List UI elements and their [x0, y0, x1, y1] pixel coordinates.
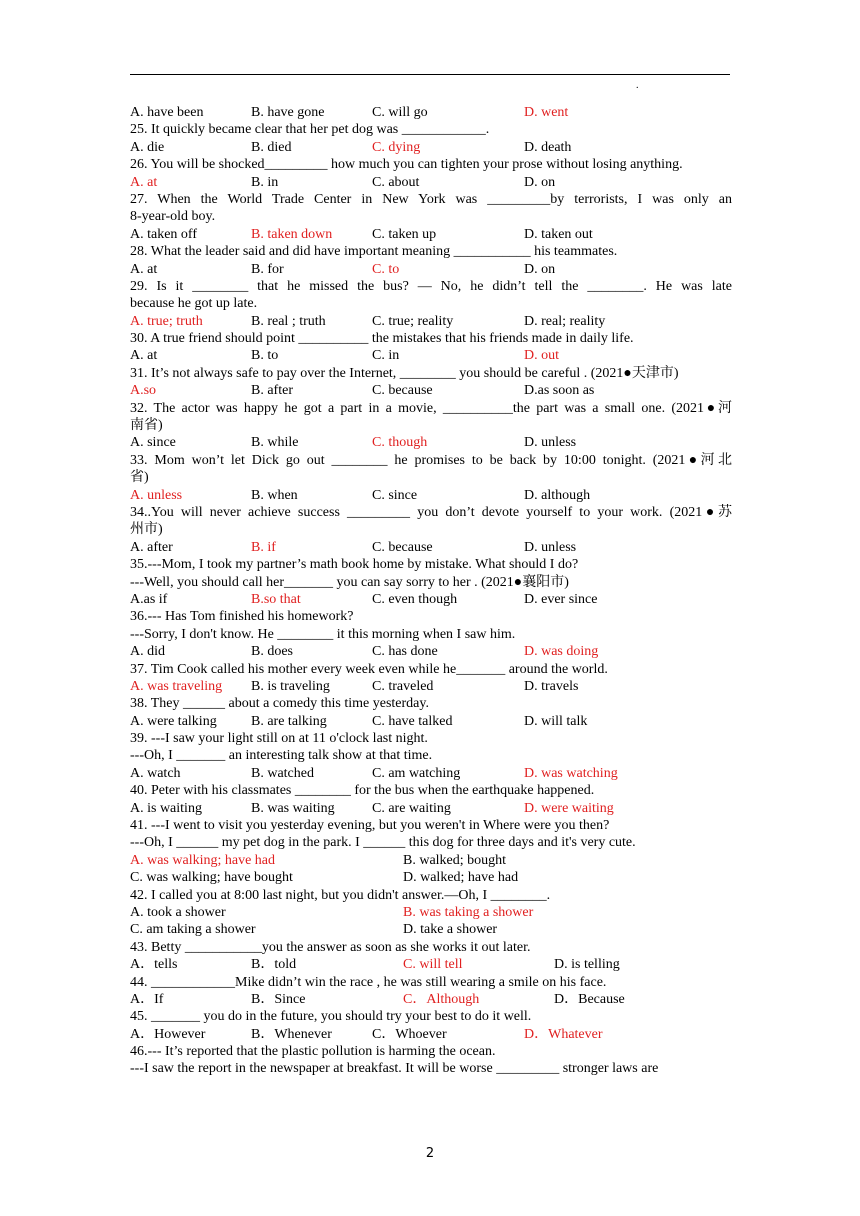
question-text: ---Oh, I _______ an interesting talk show at that time.	[130, 748, 433, 764]
question-text: ---Sorry, I don't know. He ________ it this morning when I saw him.	[130, 626, 516, 642]
question-item	[130, 782, 732, 817]
answer-option: A. die	[130, 139, 165, 155]
question-text: 29. Is it ________ that he missed the bus? — No, he didn’t tell the ________. He was late	[130, 278, 732, 294]
question-text: 30. A true friend should point __________ the mistakes that his friends made in daily life.	[130, 331, 634, 347]
answer-option: D. real; reality	[524, 313, 606, 329]
header-rule	[130, 74, 730, 75]
answer-option: D.as soon as	[524, 383, 595, 399]
question-list	[130, 104, 732, 1078]
answer-option: C. in	[372, 348, 400, 364]
options-row	[130, 487, 732, 504]
question-text: ---Oh, I ______ my pet dog in the park. I ______ this dog for three days and it's very cute.	[130, 835, 636, 851]
question-item	[130, 191, 732, 243]
answer-option-correct: D. went	[524, 105, 569, 120]
question-item	[130, 887, 732, 939]
answer-option: B. to	[251, 348, 279, 364]
question-text: 8-year-old boy.	[130, 209, 216, 225]
answer-option-correct: D．Whatever	[524, 1026, 603, 1042]
answer-option-correct: B.so that	[251, 591, 301, 607]
answer-option: B. are talking	[251, 713, 327, 729]
answer-option: B. in	[251, 174, 279, 190]
answer-option: B．Whenever	[251, 1026, 332, 1042]
page-number: 2	[425, 1146, 435, 1161]
answer-option: D. unless	[524, 539, 577, 555]
question-text: 37. Tim Cook called his mother every week even while he_______ around the world.	[130, 661, 608, 677]
question-item	[130, 695, 732, 730]
answer-option: C. am taking a shower	[130, 922, 256, 938]
options-row	[130, 869, 732, 886]
answer-option: C. because	[372, 539, 433, 555]
question-text: 43. Betty ___________you the answer as soon as she works it out later.	[130, 939, 531, 955]
answer-option: D. although	[524, 487, 591, 503]
question-text: 省)	[130, 470, 149, 486]
answer-option-correct: A. was traveling	[130, 678, 223, 694]
question-item	[130, 817, 732, 887]
answer-option: B．told	[251, 957, 297, 973]
options-row	[130, 174, 732, 191]
answer-option-correct: B. if	[251, 539, 276, 555]
answer-option: D. is telling	[554, 957, 620, 973]
options-row	[130, 921, 732, 938]
answer-option: B. is traveling	[251, 678, 330, 694]
question-text: 34..You will never achieve success _________ you don’t devote yourself to your work. (2021●苏	[130, 504, 732, 520]
question-text: 27. When the World Trade Center in New York was _________by terrorists, I was only an	[130, 191, 732, 207]
options-row	[130, 104, 732, 121]
question-text: 46.--- It’s reported that the plastic pollution is harming the ocean.	[130, 1044, 496, 1060]
question-item	[130, 939, 732, 974]
question-text: 42. I called you at 8:00 last night, but you didn't answer.—Oh, I ________.	[130, 887, 551, 903]
answer-option: B. does	[251, 644, 293, 660]
question-item	[130, 121, 732, 156]
answer-option: A．If	[130, 991, 164, 1007]
question-text: 39. ---I saw your light still on at 11 o'clock last night.	[130, 731, 428, 747]
answer-option: A.as if	[130, 591, 168, 607]
answer-option: A. after	[130, 539, 173, 555]
answer-option: C. am watching	[372, 765, 461, 781]
question-text: 38. They ______ about a comedy this time yesterday.	[130, 696, 429, 712]
answer-option-correct: B. taken down	[251, 226, 333, 242]
answer-option: B. have gone	[251, 105, 325, 120]
options-row	[130, 1026, 732, 1043]
answer-option: D．Because	[554, 991, 625, 1007]
answer-option: D. will talk	[524, 713, 588, 729]
answer-option: B. when	[251, 487, 298, 503]
answer-option: B. while	[251, 435, 299, 451]
question-item	[130, 504, 732, 556]
question-item	[130, 608, 732, 660]
answer-option: A. is waiting	[130, 800, 202, 816]
question-item	[130, 661, 732, 696]
answer-option: D. taken out	[524, 226, 593, 242]
options-row	[130, 261, 732, 278]
options-row	[130, 765, 732, 782]
answer-option: D. death	[524, 139, 572, 155]
answer-option: A. were talking	[130, 713, 217, 729]
answer-option: B. died	[251, 139, 292, 155]
answer-option: D. take a shower	[403, 922, 498, 938]
question-item	[130, 278, 732, 330]
question-text: 45. _______ you do in the future, you should try your best to do it well.	[130, 1009, 532, 1025]
answer-option: D. ever since	[524, 591, 598, 607]
question-text: 南省)	[130, 418, 163, 434]
question-item	[130, 400, 732, 452]
question-text: 35.---Mom, I took my partner’s math book home by mistake. What should I do?	[130, 557, 579, 573]
answer-option: A. have been	[130, 105, 204, 120]
question-item	[130, 365, 732, 400]
question-item	[130, 452, 732, 504]
question-text: 40. Peter with his classmates ________ for the bus when the earthquake happened.	[130, 783, 595, 799]
options-row	[130, 852, 732, 869]
options-row	[130, 313, 732, 330]
answer-option: C. about	[372, 174, 420, 190]
question-item	[130, 974, 732, 1009]
answer-option-correct: C. though	[372, 435, 428, 451]
answer-option: A. since	[130, 435, 176, 451]
question-text: 25. It quickly became clear that her pet dog was ____________.	[130, 122, 490, 138]
question-item	[130, 330, 732, 365]
question-item	[130, 1008, 732, 1043]
question-item	[130, 104, 732, 121]
answer-option-correct: B. was taking a shower	[403, 904, 534, 920]
answer-option: C. even though	[372, 591, 458, 607]
answer-option: A. did	[130, 644, 165, 660]
answer-option: A. taken off	[130, 226, 197, 242]
options-row	[130, 991, 732, 1008]
options-row	[130, 904, 732, 921]
answer-option-correct: C. to	[372, 261, 400, 277]
answer-option-correct: D. out	[524, 348, 559, 364]
question-item	[130, 556, 732, 608]
options-row	[130, 347, 732, 364]
question-item	[130, 730, 732, 782]
answer-option-correct: A.so	[130, 383, 157, 399]
question-text: ---I saw the report in the newspaper at breakfast. It will be worse _________ stronger laws are	[130, 1061, 659, 1077]
options-row	[130, 434, 732, 451]
options-row	[130, 591, 732, 608]
answer-option: D. unless	[524, 435, 577, 451]
options-row	[130, 539, 732, 556]
answer-option: D. walked; have had	[403, 870, 519, 886]
answer-option: A. at	[130, 261, 158, 277]
answer-option: A．However	[130, 1026, 206, 1042]
question-item	[130, 156, 732, 191]
answer-option-correct: D. were waiting	[524, 800, 614, 816]
answer-option: C. true; reality	[372, 313, 454, 329]
options-row	[130, 800, 732, 817]
answer-option: A．tells	[130, 957, 178, 973]
answer-option: B. for	[251, 261, 284, 277]
answer-option: B. was waiting	[251, 800, 335, 816]
question-text: 41. ---I went to visit you yesterday evening, but you weren't in Where were you then?	[130, 818, 610, 834]
question-text: 32. The actor was happy he got a part in a movie, __________the part was a small one. (2021●河	[130, 400, 732, 416]
question-text: 28. What the leader said and did have important meaning ___________ his teammates.	[130, 244, 618, 260]
answer-option: C. have talked	[372, 713, 453, 729]
answer-option-correct: C．Although	[403, 991, 480, 1007]
answer-option: C．Whoever	[372, 1026, 447, 1042]
question-text: 33. Mom won’t let Dick go out ________ he promises to be back by 10:00 tonight. (2021●河北	[130, 452, 732, 468]
options-row	[130, 226, 732, 243]
answer-option: D. on	[524, 174, 556, 190]
answer-option: D. on	[524, 261, 556, 277]
header-mark: .	[636, 80, 639, 91]
answer-option: A. took a shower	[130, 904, 226, 920]
question-text: 44. ____________Mike didn’t win the race , he was still wearing a smile on his face.	[130, 974, 607, 990]
answer-option: C. because	[372, 383, 433, 399]
answer-option: C. has done	[372, 644, 438, 660]
question-text: 26. You will be shocked_________ how much you can tighten your prose without losing anything.	[130, 157, 683, 173]
question-text: 31. It’s not always safe to pay over the Internet, ________ you should be careful . (2021●天津市)	[130, 365, 679, 381]
answer-option: C. traveled	[372, 678, 434, 694]
question-text: 州市)	[130, 522, 163, 538]
answer-option-correct: A. was walking; have had	[130, 852, 276, 868]
answer-option-correct: D. was watching	[524, 765, 618, 781]
answer-option: B. real ; truth	[251, 313, 326, 329]
answer-option: B．Since	[251, 991, 306, 1007]
options-row	[130, 382, 732, 399]
answer-option-correct: A. at	[130, 174, 158, 190]
question-item	[130, 1043, 732, 1078]
answer-option: B. after	[251, 383, 293, 399]
options-row	[130, 678, 732, 695]
answer-option: C. will go	[372, 105, 428, 120]
options-row	[130, 956, 732, 973]
options-row	[130, 643, 732, 660]
answer-option: B. watched	[251, 765, 314, 781]
answer-option: B. walked; bought	[403, 852, 507, 868]
answer-option: A. at	[130, 348, 158, 364]
question-text: 36.--- Has Tom finished his homework?	[130, 609, 354, 625]
answer-option: C. are waiting	[372, 800, 451, 816]
answer-option-correct: C. dying	[372, 139, 421, 155]
answer-option-correct: C. will tell	[403, 957, 463, 973]
options-row	[130, 713, 732, 730]
question-text: because he got up late.	[130, 296, 258, 312]
question-item	[130, 243, 732, 278]
answer-option: C. taken up	[372, 226, 437, 242]
answer-option-correct: A. true; truth	[130, 313, 203, 329]
answer-option-correct: D. was doing	[524, 644, 599, 660]
answer-option-correct: A. unless	[130, 487, 183, 503]
answer-option: D. travels	[524, 678, 579, 694]
question-text: ---Well, you should call her_______ you can say sorry to her . (2021●襄阳市)	[130, 574, 569, 590]
options-row	[130, 139, 732, 156]
answer-option: C. since	[372, 487, 418, 503]
answer-option: C. was walking; have bought	[130, 870, 293, 886]
answer-option: A. watch	[130, 765, 181, 781]
